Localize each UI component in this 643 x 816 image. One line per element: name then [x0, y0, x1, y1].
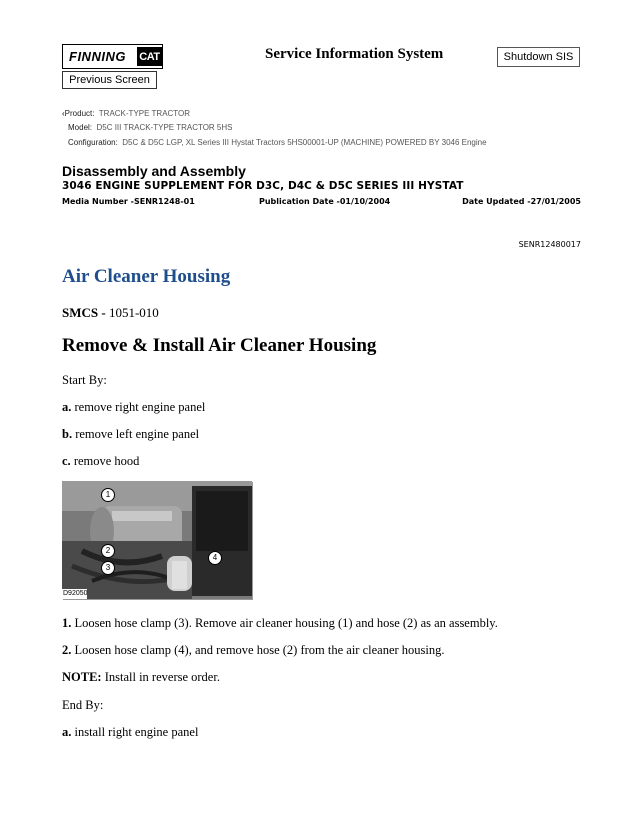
step-text: remove left engine panel	[75, 427, 200, 441]
figure-id: D92050	[63, 590, 88, 597]
page-title: Air Cleaner Housing	[62, 266, 231, 287]
step-text: Loosen hose clamp (3). Remove air cleaner housing (1) and hose (2) as an assembly.	[74, 616, 498, 630]
step-letter: c.	[62, 454, 71, 468]
note-text: Install in reverse order.	[104, 670, 220, 684]
config-label: Configuration:	[68, 138, 118, 147]
procedure-step	[62, 616, 498, 631]
end-by-label: End By:	[62, 698, 104, 712]
callout-3: 3	[101, 561, 115, 575]
step-text: install right engine panel	[74, 725, 199, 739]
section-heading: Disassembly and Assembly	[62, 163, 246, 179]
shutdown-sis-button[interactable]: Shutdown SIS	[497, 47, 580, 67]
end-step	[62, 725, 198, 740]
start-step	[62, 400, 205, 415]
system-title: Service Information System	[265, 46, 444, 62]
cat-badge: CAT	[137, 47, 162, 66]
air-cleaner-photo	[62, 481, 252, 599]
configuration-line	[68, 138, 487, 147]
step-text: remove hood	[73, 454, 140, 468]
step-text: Loosen hose clamp (4), and remove hose (2) from the air cleaner housing.	[74, 643, 445, 657]
start-by-label: Start By:	[62, 373, 107, 387]
callout-2: 2	[101, 544, 115, 558]
back-arrow-icon[interactable]: ‹	[62, 109, 65, 118]
step-letter: b.	[62, 427, 73, 441]
step-text: remove right engine panel	[74, 400, 206, 414]
finning-cat-logo	[62, 44, 163, 69]
publication-date: Publication Date -01/10/2004	[259, 197, 391, 206]
start-step	[62, 427, 199, 442]
callout-4: 4	[208, 551, 222, 565]
model-label: Model:	[68, 123, 93, 132]
previous-screen-button[interactable]: Previous Screen	[62, 71, 157, 89]
note-label: NOTE:	[62, 670, 102, 684]
note	[62, 670, 220, 685]
start-step	[62, 454, 139, 469]
smcs-label: SMCS -	[62, 305, 106, 320]
product-label: Product:	[64, 109, 95, 118]
engine-illustration	[62, 481, 252, 599]
step-number: 1.	[62, 616, 72, 630]
media-number: Media Number -SENR1248-01	[62, 197, 195, 206]
model-line	[68, 123, 233, 132]
step-letter: a.	[62, 725, 72, 739]
product-value: TRACK-TYPE TRACTOR	[98, 109, 191, 118]
procedure-title: Remove & Install Air Cleaner Housing	[62, 335, 377, 356]
step-letter: a.	[62, 400, 72, 414]
smcs-value: 1051-010	[108, 305, 159, 320]
supplement-heading: 3046 ENGINE SUPPLEMENT FOR D3C, D4C & D5C SERIES III HYSTAT	[62, 180, 464, 192]
product-line	[62, 109, 190, 118]
callout-1: 1	[101, 488, 115, 502]
document-id: SENR12480017	[518, 240, 581, 249]
model-value: D5C III TRACK-TYPE TRACTOR 5HS	[96, 123, 233, 132]
smcs-code	[62, 305, 159, 321]
step-number: 2.	[62, 643, 72, 657]
logo-text: FINNING	[69, 49, 126, 64]
config-value: D5C & D5C LGP, XL Series III Hystat Tractors 5HS00001-UP (MACHINE) POWERED BY 3046 Engine	[122, 138, 487, 147]
date-updated: Date Updated -27/01/2005	[462, 197, 581, 206]
procedure-step	[62, 643, 445, 658]
